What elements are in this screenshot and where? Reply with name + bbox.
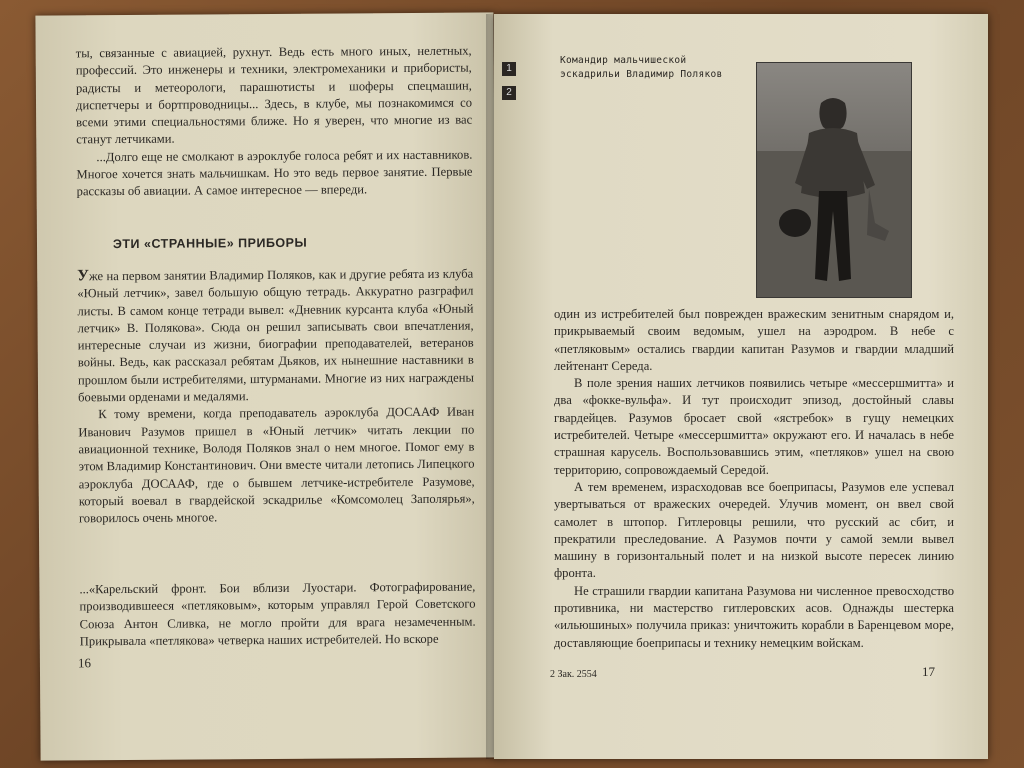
quote-block (79, 579, 475, 651)
section-heading: ЭТИ «СТРАННЫЕ» ПРИБОРЫ (112, 235, 308, 252)
page-number-right: 17 (922, 664, 935, 679)
right-paragraph-1: один из истребителей был поврежден вражеским зенитным снарядом и, прикрываемый своим ведомым, ушел на аэродром. В небе с «петляковым» остались гвардии капитан Разумов и гвардии младший лейтенант Середа. (554, 307, 954, 373)
drop-cap: У (77, 267, 90, 285)
printing-footer: 2 Зак. 2554 (550, 669, 597, 680)
right-paragraph-2: В поле зрения наших летчиков появились четыре «мессершмитта» и два «фокке-вульфа». И тут происходит эпизод, достойный славы гвардейцев. Разумов бросает свой «ястребок» в гущу немецких истребителей. Четыре «мессершмитта» окружают его. И началась в небе страшная карусель. Воспользовавшись этим, «петляков» ушел на свою территорию, сопровождаемый Середой. (554, 376, 954, 477)
right-paragraph-3: А тем временем, израсходовав все боеприпасы, Разумов еле успевал увертываться от вражеских очередей. Улучив момент, он ввел свой самолет в штопор. Гитлеровцы решили, что русский ас сбит, и прекратили преследование. А Разумов почти у самой земли вывел машину в горизонтальный полет и на низкой высоте пересек линию фронта. (554, 479, 954, 581)
section-marker-1: 1 (502, 62, 516, 76)
left-page (35, 12, 498, 760)
body-paragraph-2: К тому времени, когда преподаватель аэроклуба ДОСААФ Иван Иванович Разумов пришел в «Юный летчик» читать лекции по авиационной технике, Володя Поляков знал о нем многое. Помог ему в этом Владимир Константинович. Они вместе читали летопись Липецкого аэроклуба ДОСААФ, где о бывшем летчике-истребителе Разумове, который воевал в гвардейской эскадрилье «Комсомолец Заполярья», говорилось очень многое. (78, 404, 475, 526)
boy-with-helmet-illustration (757, 63, 911, 297)
body-paragraph-1-text: же на первом занятии Владимир Поляков, как и другие ребята из клуба «Юный летчик», завел большую общую тетрадь. Аккуратно разграфил листы. В самом конце тетради вывел: «Дневник курсанта клуба «Юный летчик» В. Полякова». Сюда он решил записывать свои впечатления, интересные случаи из жизни, биографии преподавателей, ветеранов войны. Ведь, как рассказал ребятам Дьяков, их нынешние наставники в прошлом были истребителями, штурманами. Многие из них награждены боевыми орденами и медалями. (77, 266, 474, 405)
right-page (494, 14, 988, 759)
boy-photo (756, 62, 912, 298)
section-body (77, 265, 475, 528)
intro-text (76, 43, 473, 201)
quote-paragraph: ...«Карельский фронт. Бои вблизи Луостари. Фотографирование, производившееся «петляковым», которым управлял Герой Советского Союза Антон Сливка, не могло пройти для врага незамеченным. Прикрывала «петлякова» четверка наших истребителей. Но вскоре (79, 579, 476, 649)
intro-paragraph-1: ты, связанные с авиацией, рухнут. Ведь есть много иных, нелетных, профессий. Это инженеры и техники, электромеханики и прибористы, радисты и метеорологи, парашютисты и шоферы спецмашин, диспетчеры и бортпроводницы... Здесь, в клубе, мы познакомимся со всеми этими специальностями ближе. Но я уверен, что многие из вас станут летчиками. (75, 43, 473, 147)
section-marker-2: 2 (502, 86, 516, 100)
right-body (554, 306, 954, 652)
intro-paragraph-2: ...Долго еще не смолкают в аэроклубе голоса ребят и их наставников. Многое хочется знать мальчишкам. Но это ведь первое занятие. Первые рассказы об авиации. А самое интересное — впереди. (76, 147, 473, 199)
photo-caption: Командир мальчишеской эскадрильи Владимир Поляков (560, 55, 723, 80)
body-paragraph-1 (77, 265, 474, 407)
page-number-left: 16 (77, 655, 91, 671)
right-paragraph-4: Не страшили гвардии капитана Разумова ни численное превосходство противника, ни мастерство гитлеровских асов. Однажды шестерка «ильюшиных» получила приказ: уничтожить корабли в Баренцевом море, доставляющие боеприпасы и технику немецким войскам. (554, 583, 954, 650)
